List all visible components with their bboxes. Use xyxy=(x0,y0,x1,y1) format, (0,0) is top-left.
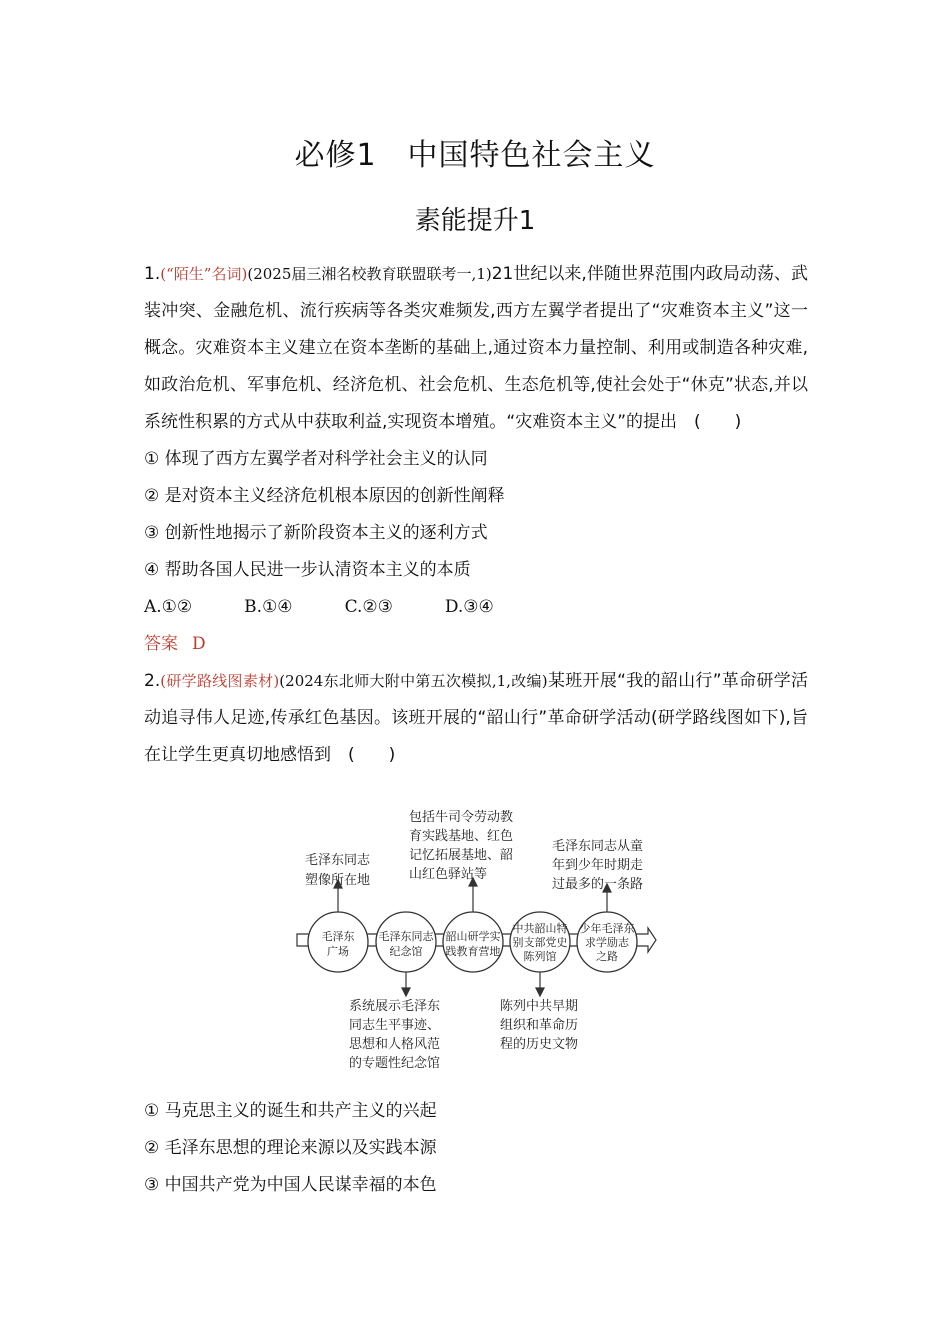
note-text: 同志生平事迹、 xyxy=(349,1018,441,1033)
option-4: ④ 帮助各国人民进一步认清资本主义的本质 xyxy=(144,560,471,580)
note-text: 记忆拓展基地、韶 xyxy=(409,848,514,863)
choice-c: C.②③ xyxy=(344,597,393,617)
question-source: (2024东北师大附中第五次模拟,1,改编) xyxy=(279,672,548,690)
note-text: 的专题性纪念馆 xyxy=(349,1056,441,1071)
note-text: 山红色驿站等 xyxy=(409,867,488,882)
section-subtitle: 素能提升1 xyxy=(414,206,536,236)
note-text: 包括牛司令劳动教 xyxy=(409,810,514,825)
choice-b: B.①④ xyxy=(244,597,293,617)
stop-label: 之路 xyxy=(596,950,618,963)
stop-label: 少年毛泽东 xyxy=(579,922,635,935)
note-text: 育实践基地、红色 xyxy=(409,829,514,844)
stop-label: 陈列馆 xyxy=(523,950,557,963)
option-3: ③ 中国共产党为中国人民谋幸福的本色 xyxy=(144,1175,437,1195)
stop-label: 求学励志 xyxy=(585,936,629,949)
option-3: ③ 创新性地揭示了新阶段资本主义的逐利方式 xyxy=(144,523,488,543)
note-text: 塑像所在地 xyxy=(305,873,371,888)
question-2-stem xyxy=(144,663,808,774)
stop-label: 韶山研学实 xyxy=(445,930,501,943)
stop-label: 别支部党史 xyxy=(512,936,568,949)
stop-label: 广场 xyxy=(327,945,349,958)
stop-label: 中共韶山特 xyxy=(512,922,568,935)
arrow-head xyxy=(402,988,410,996)
note-text: 过最多的一条路 xyxy=(552,877,644,892)
option-1: ① 马克思主义的诞生和共产主义的兴起 xyxy=(144,1101,437,1121)
answer-line xyxy=(144,626,808,663)
stop-label: 毛泽东 xyxy=(321,930,355,943)
note-text: 毛泽东同志 xyxy=(305,853,371,868)
choice-a: A.①② xyxy=(144,597,193,617)
note-text: 陈列中共早期 xyxy=(500,999,579,1014)
stop-label: 践教育营地 xyxy=(445,945,501,958)
option-2: ② 是对资本主义经济危机根本原因的创新性阐释 xyxy=(144,486,505,506)
note-text: 思想和人格风范 xyxy=(349,1037,441,1052)
answer-label: 答案 xyxy=(144,634,178,654)
option-2: ② 毛泽东思想的理论来源以及实践本源 xyxy=(144,1138,437,1158)
note-text: 系统展示毛泽东 xyxy=(349,999,441,1014)
note-text: 毛泽东同志从童 xyxy=(552,839,644,854)
route-diagram xyxy=(290,806,670,1076)
page-title: 必修1 中国特色社会主义 xyxy=(294,138,656,173)
question-2-options xyxy=(144,1093,437,1204)
note-text: 程的历史文物 xyxy=(500,1037,579,1052)
question-source: (2025届三湘名校教育联盟联考一,1) xyxy=(247,265,492,283)
question-number: 2. xyxy=(144,671,161,691)
question-1-stem xyxy=(144,256,808,441)
question-number: 1. xyxy=(144,264,161,284)
option-1: ① 体现了西方左翼学者对科学社会主义的认同 xyxy=(144,449,488,469)
question-content xyxy=(144,256,808,774)
note-text: 年到少年时期走 xyxy=(552,858,644,873)
stop-label: 毛泽东同志 xyxy=(378,930,434,943)
question-text: 某班开展“我的韶山行”革命研学活动追寻伟人足迹,传承红色基因。该班开展的“韶山行”革命研学活动(研学路线图如下),旨在让学生更真切地感悟到 ( ) xyxy=(144,671,808,765)
answer-value: D xyxy=(192,634,206,654)
stop-label: 纪念馆 xyxy=(389,945,423,958)
note-text: 组织和革命历 xyxy=(500,1018,579,1033)
choice-d: D.③④ xyxy=(444,597,494,617)
arrow-head xyxy=(536,988,544,996)
choice-list xyxy=(144,589,808,626)
question-text: 21世纪以来,伴随世界范围内政局动荡、武装冲突、金融危机、流行疾病等各类灾难频发,西方左翼学者提出了“灾难资本主义”这一概念。灾难资本主义建立在资本垄断的基础上,通过资本力量控制、利用或制造各种灾难,如政治危机、军事危机、经济危机、社会危机、生态危机等,使社会处于“休克”状态,并以系统性积累的方式从中获取利益,实现资本增殖。“灾难资本主义”的提出 ( ) xyxy=(144,264,808,432)
question-tag: (研学路线图素材) xyxy=(160,672,280,690)
question-tag: (“陌生”名词) xyxy=(160,265,248,283)
